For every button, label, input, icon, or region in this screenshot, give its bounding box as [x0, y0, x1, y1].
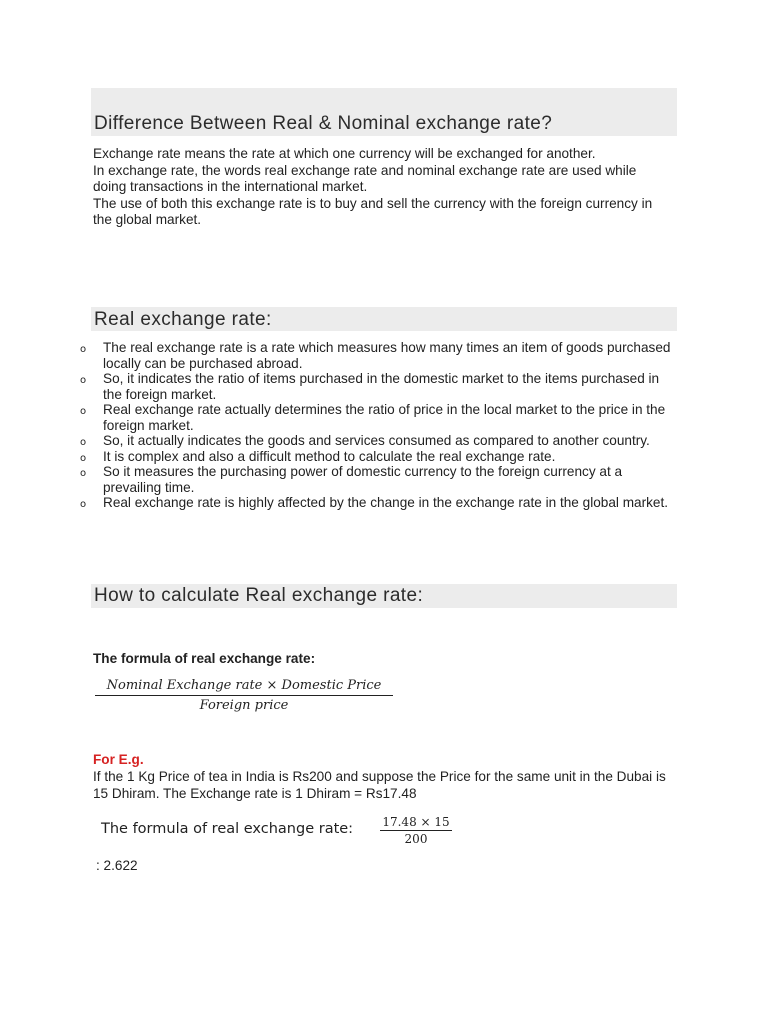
- bullet-circle-icon: o: [80, 468, 87, 479]
- list-item: o Real exchange rate actually determines the ratio of price in the local market to the price in the foreign market.: [80, 402, 666, 433]
- real-exchange-rate-formula: [95, 677, 393, 716]
- section-heading-how-to-calculate: How to calculate Real exchange rate:: [91, 584, 677, 608]
- formula-denominator: Foreign price: [199, 698, 289, 713]
- list-item: o It is complex and also a difficult method to calculate the real exchange rate.: [80, 449, 680, 465]
- example-text: If the 1 Kg Price of tea in India is Rs200 and suppose the Price for the same unit in the Dubai is 15 Dhiram. The Exchange rate is 1 Dhiram = Rs17.48: [93, 769, 666, 801]
- example-denominator: 200: [404, 832, 428, 846]
- formula-label: The formula of real exchange rate:: [93, 651, 316, 666]
- bullet-circle-icon: o: [80, 437, 87, 448]
- section-heading-real-exchange-rate: Real exchange rate:: [91, 307, 677, 331]
- list-item: o Real exchange rate is highly affected by the change in the exchange rate in the global market.: [80, 495, 680, 511]
- bullet-circle-icon: o: [80, 375, 87, 386]
- intro-paragraph: [93, 146, 673, 229]
- intro-line: Exchange rate means the rate at which one currency will be exchanged for another.: [93, 146, 596, 161]
- example-formula-fraction: [380, 815, 452, 848]
- example-label: For E.g.: [93, 752, 144, 767]
- bullet-circle-icon: o: [80, 452, 87, 464]
- example-result: : 2.622: [96, 858, 138, 873]
- intro-line: In exchange rate, the words real exchange rate and nominal exchange rate are used while doing transactions in the international market.: [93, 162, 637, 194]
- list-item: o So, it indicates the ratio of items purchased in the domestic market to the items purchased in the foreign market.: [80, 371, 660, 402]
- formula-numerator: Nominal Exchange rate × Domestic Price: [106, 678, 382, 693]
- real-exchange-rate-list: [80, 340, 680, 511]
- intro-line: The use of both this exchange rate is to buy and sell the currency with the foreign currency in the global market.: [93, 195, 653, 227]
- bullet-circle-icon: o: [80, 344, 87, 355]
- list-item: o So, it actually indicates the goods and services consumed as compared to another country.: [80, 433, 680, 449]
- bullet-circle-icon: o: [80, 499, 87, 510]
- example-numerator: 17.48 × 15: [382, 815, 450, 829]
- section-heading-difference: Difference Between Real & Nominal exchange rate?: [91, 88, 677, 136]
- example-formula-label: The formula of real exchange rate:: [101, 821, 354, 837]
- list-item: o The real exchange rate is a rate which measures how many times an item of goods purchased locally can be purchased abroad.: [80, 340, 671, 371]
- bullet-circle-icon: o: [80, 406, 87, 417]
- list-item: o So it measures the purchasing power of domestic currency to the foreign currency at a prevailing time.: [80, 464, 623, 495]
